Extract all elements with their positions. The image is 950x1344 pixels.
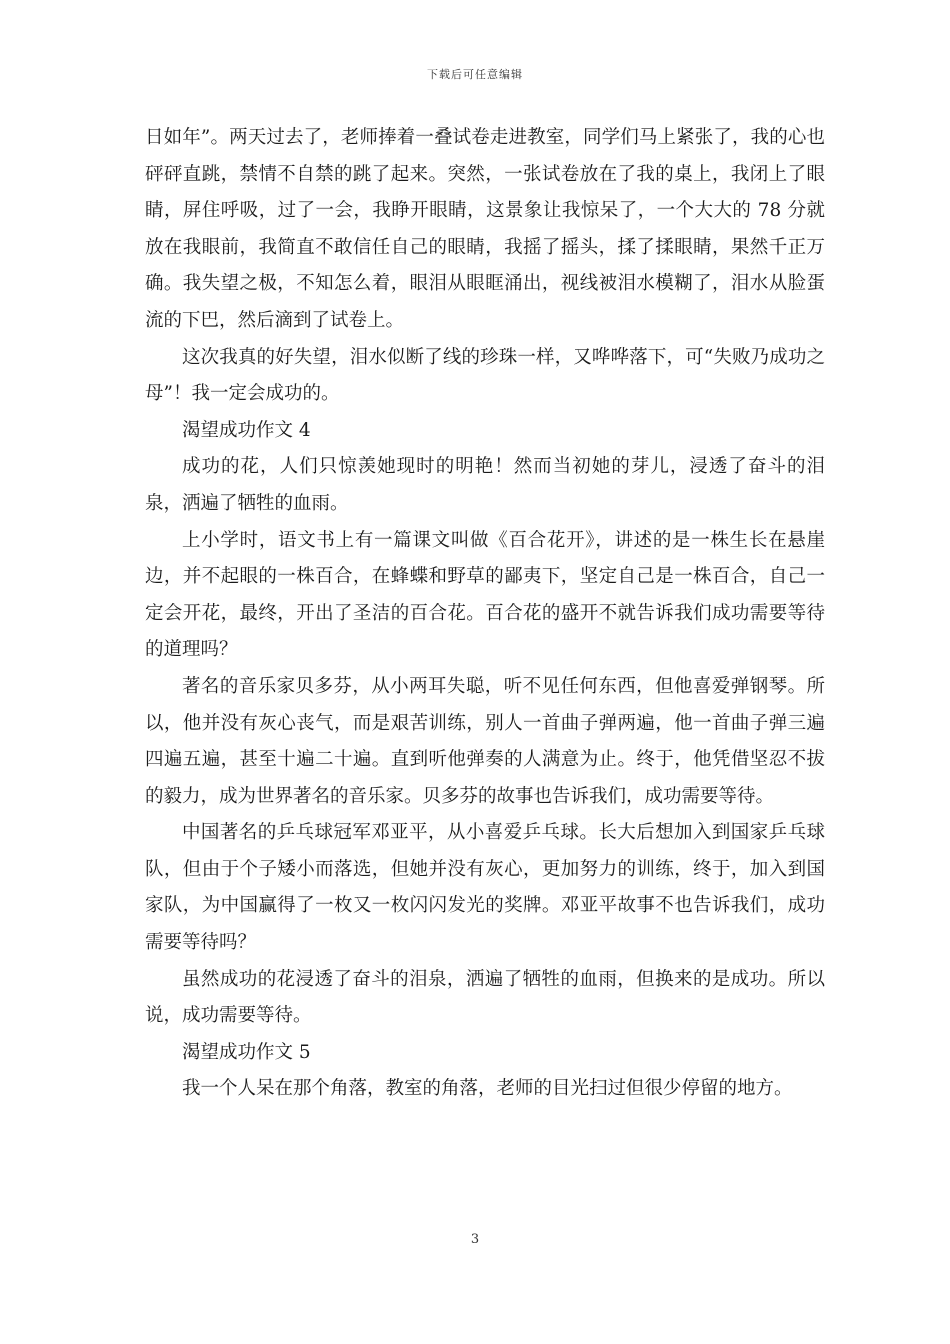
page-header: 下载后可任意编辑 [427,68,523,81]
paragraph: 中国著名的乒乓球冠军邓亚平，从小喜爱乒乓球。长大后想加入到国家乒乓球队，但由于个子矮小而落选，但她并没有灰心，更加努力的训练，终于，加入到国家队，为中国赢得了一枚又一枚闪闪发光的奖牌。邓亚平故事不也告诉我们，成功需要等待吗？ [145,822,825,954]
paragraph: 这次我真的好失望，泪水似断了线的珍珠一样，又哗哗落下，可“失败乃成功之母”！我一定会成功的。 [145,346,825,405]
paragraph: 上小学时，语文书上有一篇课文叫做《百合花开》，讲述的是一株生长在悬崖边，并不起眼的一株百合，在蜂蝶和野草的鄙夷下，坚定自己是一株百合，自己一定会开花，最终，开出了圣洁的百合花。百合花的盛开不就告诉我们成功需要等待的道理吗？ [145,529,825,661]
paragraph-continued: 日如年”。两天过去了，老师捧着一叠试卷走进教室，同学们马上紧张了，我的心也砰砰直跳，禁情不自禁的跳了起来。突然，一张试卷放在了我的桌上，我闭上了眼睛，屏住呼吸，过了一会，我睁开眼睛，这景象让我惊呆了，一个大大的 78 分就放在我眼前，我简直不敢信任自己的眼睛，我摇了摇头，揉了揉眼睛，果然千正万确。我失望之极，不知怎么着，眼泪从眼眶涌出，视线被泪水模糊了，泪水从脸蛋流的下巴，然后滴到了试卷上。 [145,127,825,331]
essay-heading-4: 渴望成功作文 4 [182,419,311,441]
page-number: 3 [470,1232,480,1247]
paragraph: 成功的花，人们只惊羡她现时的明艳！然而当初她的芽儿，浸透了奋斗的泪泉，洒遍了牺牲的血雨。 [145,456,825,514]
paragraph: 虽然成功的花浸透了奋斗的泪泉，洒遍了牺牲的血雨，但换来的是成功。所以说，成功需要等待。 [145,968,825,1027]
paragraph: 著名的音乐家贝多芬，从小两耳失聪，听不见任何东西，但他喜爱弹钢琴。所以，他并没有灰心丧气，而是艰苦训练，别人一首曲子弹两遍，他一首曲子弹三遍四遍五遍，甚至十遍二十遍。直到听他弹奏的人满意为止。终于，他凭借坚忍不拔的毅力，成为世界著名的音乐家。贝多芬的故事也告诉我们，成功需要等待。 [145,675,825,807]
paragraph: 我一个人呆在那个角落，教室的角落，老师的目光扫过但很少停留的地方。 [182,1078,793,1100]
document-body [145,120,825,1108]
essay-heading-5: 渴望成功作文 5 [182,1041,311,1063]
